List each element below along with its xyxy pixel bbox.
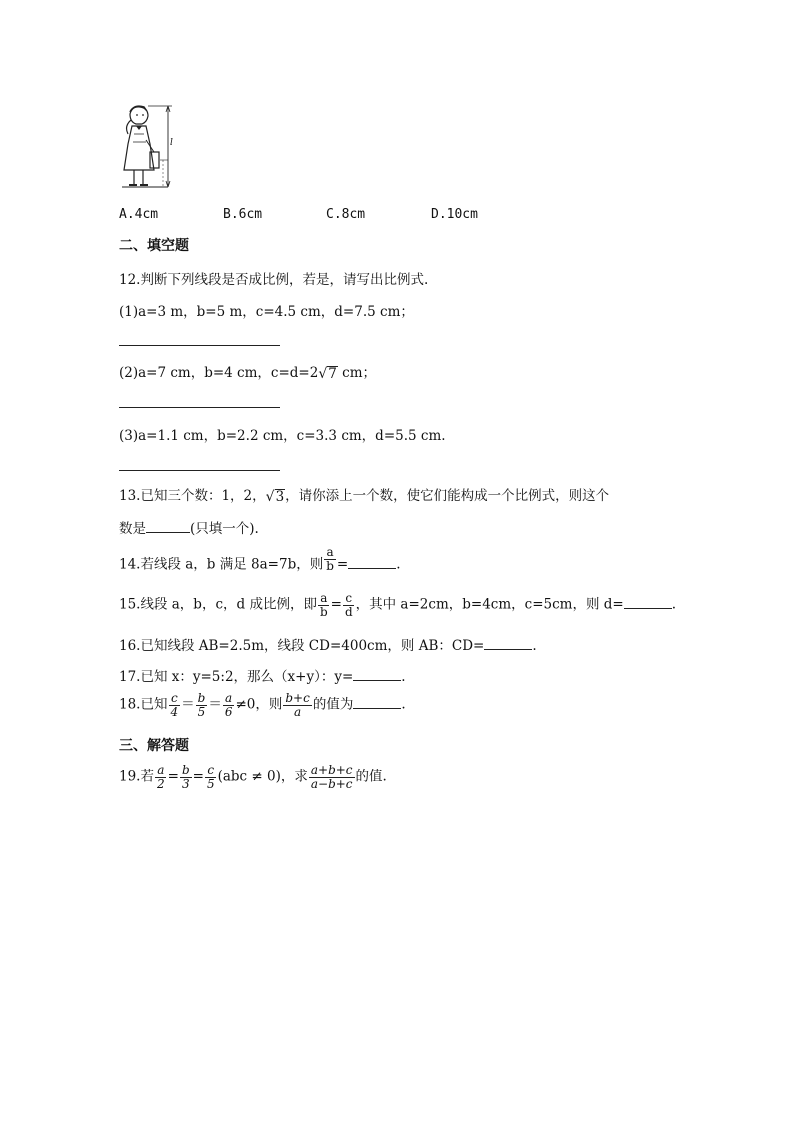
q12-radicand: 7 bbox=[328, 365, 337, 382]
frac-den: a bbox=[294, 704, 302, 719]
fraction-b-over-3 bbox=[180, 764, 192, 790]
q17-end: . bbox=[401, 669, 406, 685]
equals-sign: ＝ bbox=[181, 696, 195, 713]
fraction-a-over-b bbox=[318, 592, 330, 618]
blank-q13 bbox=[146, 519, 190, 534]
frac-den: b bbox=[326, 558, 334, 573]
answer-line-q12-2 bbox=[119, 407, 280, 408]
q13-text-c: 数是 bbox=[119, 521, 146, 537]
blank-q17 bbox=[353, 667, 401, 682]
q16 bbox=[119, 634, 537, 654]
frac-den: 5 bbox=[206, 776, 215, 791]
frac-num: a bbox=[225, 691, 233, 705]
q13-text-d: (只填一个). bbox=[190, 521, 259, 537]
q14-text: 14.若线段 a，b 满足 8a=7b，则 bbox=[119, 556, 324, 573]
frac-den: a−b+c bbox=[310, 776, 353, 791]
q13-line1 bbox=[119, 484, 609, 505]
q12-stem: 12.判断下列线段是否成比例，若是，请写出比例式. bbox=[119, 272, 429, 288]
fraction-a-over-6 bbox=[223, 692, 235, 718]
frac-num: c bbox=[170, 691, 178, 705]
q13-text-a: 13.已知三个数：1，2， bbox=[119, 488, 266, 504]
frac-num: c bbox=[345, 591, 353, 605]
q14-end: . bbox=[396, 556, 401, 573]
fraction-c-over-d bbox=[343, 592, 355, 618]
sqrt-symbol: √ 3 bbox=[265, 488, 285, 505]
q18-end: . bbox=[401, 696, 406, 713]
option-d: D.10cm bbox=[431, 207, 478, 222]
q17 bbox=[119, 665, 406, 685]
q18 bbox=[119, 692, 406, 718]
blank-q15 bbox=[624, 594, 672, 609]
section-heading-fill-blank: 二、填空题 bbox=[119, 238, 189, 254]
q16-end: . bbox=[532, 638, 537, 654]
q14 bbox=[119, 545, 401, 578]
frac-den: 2 bbox=[156, 776, 165, 791]
frac-den: 3 bbox=[181, 776, 190, 791]
q16-text: 16.已知线段 AB=2.5m，线段 CD=400cm，则 AB：CD= bbox=[119, 638, 485, 654]
q15-text: 15.线段 a，b，c，d 成比例，即 bbox=[119, 596, 317, 613]
sqrt-symbol: √ 7 bbox=[318, 365, 337, 382]
q12-part1: (1)a=3 m，b=5 m，c=4.5 cm，d=7.5 cm； bbox=[119, 304, 414, 320]
fraction-a-over-2 bbox=[155, 764, 167, 790]
q15 bbox=[119, 592, 676, 618]
option-b: B.6cm bbox=[223, 207, 263, 222]
fraction-c-over-4 bbox=[168, 692, 180, 718]
q12-part2-unit: cm； bbox=[337, 365, 377, 381]
q18-text: 18.已知 bbox=[119, 696, 168, 713]
height-label: l bbox=[170, 138, 173, 148]
frac-den: 5 bbox=[197, 704, 206, 719]
q13-line2 bbox=[119, 517, 259, 537]
frac-num: c bbox=[207, 763, 215, 777]
equals-sign: = bbox=[192, 768, 204, 785]
fraction-a-over-b bbox=[324, 546, 336, 572]
blank-q16 bbox=[484, 636, 532, 651]
fraction-b-over-5 bbox=[196, 692, 208, 718]
frac-num: a bbox=[326, 545, 334, 559]
q19-text: 19.若 bbox=[119, 768, 154, 785]
q12-part2 bbox=[119, 361, 376, 382]
equals-sign: = bbox=[330, 596, 342, 613]
frac-den: 6 bbox=[224, 704, 233, 719]
q12-part2-text: (2)a=7 cm，b=4 cm，c=d=2 bbox=[119, 365, 319, 381]
figure-person-height bbox=[116, 104, 178, 190]
frac-den: d bbox=[344, 604, 353, 619]
q12-part3: (3)a=1.1 cm，b=2.2 cm，c=3.3 cm，d=5.5 cm. bbox=[119, 428, 446, 444]
q19-text-b: 的值. bbox=[355, 768, 387, 785]
q19-cond: (abc ≠ 0)，求 bbox=[217, 768, 308, 785]
fraction-sum-ratio bbox=[309, 764, 355, 790]
q18-cond: ≠0，则 bbox=[235, 696, 283, 713]
option-a: A.4cm bbox=[119, 207, 159, 222]
frac-num: b bbox=[197, 691, 206, 705]
fraction-bc-over-a bbox=[283, 692, 311, 718]
q19 bbox=[119, 764, 387, 790]
frac-num: b+c bbox=[285, 691, 310, 705]
frac-num: a bbox=[157, 763, 165, 777]
frac-num: b bbox=[181, 763, 190, 777]
equals-sign: ＝ bbox=[208, 696, 222, 713]
blank-q14 bbox=[348, 554, 396, 569]
option-c: C.8cm bbox=[326, 207, 366, 222]
q13-text-b: ，请你添上一个数，使它们能构成一个比例式，则这个 bbox=[285, 488, 610, 504]
frac-den: b bbox=[319, 604, 328, 619]
frac-num: a bbox=[320, 591, 328, 605]
q13-radicand: 3 bbox=[275, 488, 285, 505]
q14-eq: = bbox=[336, 556, 349, 573]
answer-line-q12-1 bbox=[119, 345, 280, 346]
fraction-c-over-5 bbox=[205, 764, 217, 790]
q15-end: . bbox=[671, 596, 677, 613]
q18-text-b: 的值为 bbox=[312, 696, 354, 713]
blank-q18 bbox=[353, 694, 401, 709]
section-heading-solve: 三、解答题 bbox=[119, 738, 189, 754]
frac-den: 4 bbox=[170, 704, 179, 719]
q17-text: 17.已知 x：y=5:2，那么（x+y）：y= bbox=[119, 669, 354, 685]
equals-sign: = bbox=[167, 768, 179, 785]
q15-text-b: ，其中 a=2cm，b=4cm，c=5cm，则 d= bbox=[355, 596, 624, 613]
answer-line-q12-3 bbox=[119, 470, 280, 471]
frac-num: a+b+c bbox=[310, 763, 353, 777]
person-illustration bbox=[116, 104, 178, 190]
